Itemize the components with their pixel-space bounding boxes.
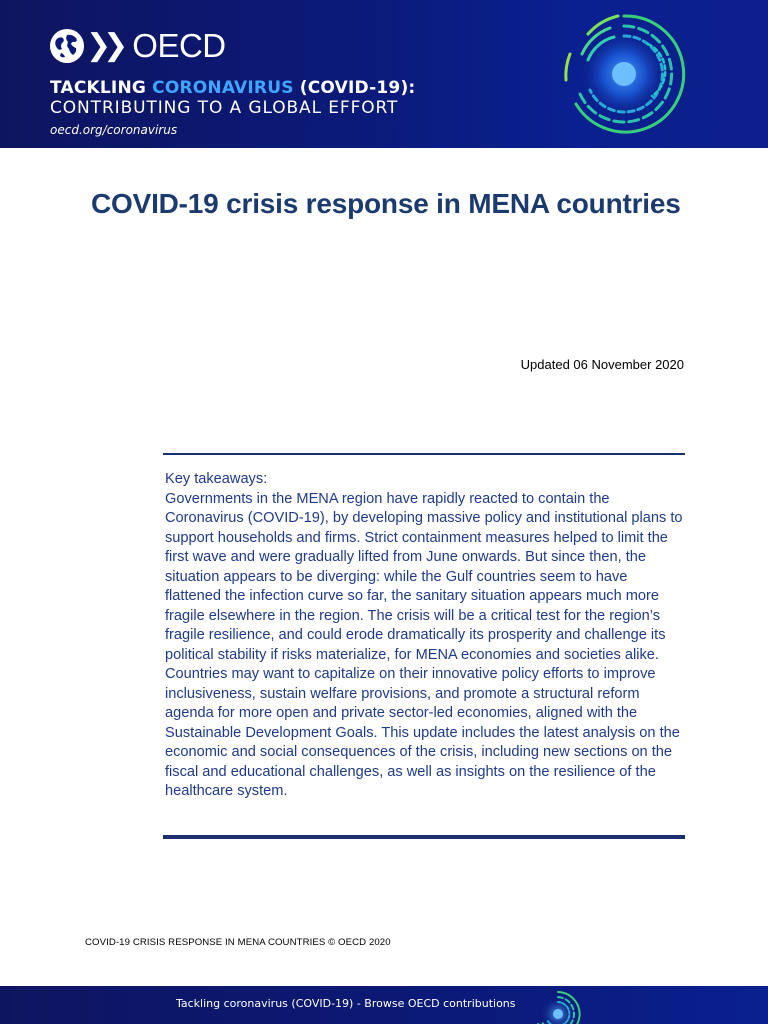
takeaways-top-divider: [163, 453, 685, 455]
oecd-brand: OECD: [132, 27, 226, 64]
bottom-banner[interactable]: [0, 986, 768, 1024]
covid-rings-icon: [548, 4, 698, 148]
key-takeaways-box: [165, 470, 685, 802]
key-takeaways-body: Governments in the MENA region have rapidly reacted to contain the Coronavirus (COVID-19), by developing massive policy and institutional plans to support households and firms. Strict containment measures helped to limit the first wave and were gradually lifted from June onwards. But since then, the situation appears to be diverging: while the Gulf countries seem to have flattened the infection curve so far, the sanitary situation appears much more fragile elsewhere in the region. The crisis will be a critical test for the region’s fragile resilience, and could erode dramatically its prosperity and challenge its political stability if risks materialize, for MENA economies and societies alike. Countries may want to capitalize on their innovative policy efforts to improve inclusiveness, sustain welfare provisions, and promote a structural reform agenda for more open and private sector-led economies, aligned with the Sustainable Development Goals. This update includes the latest analysis on the economic and social consequences of the crisis, including new sections on the fiscal and educational challenges, as well as insights on the resilience of the healthcare system.: [165, 490, 683, 799]
header-banner: [0, 0, 768, 148]
tagline-highlight: CORONAVIRUS: [152, 78, 294, 98]
key-takeaways-heading: Key takeaways:: [165, 471, 268, 487]
oecd-logo[interactable]: [50, 28, 226, 64]
banner-tagline: [50, 78, 415, 98]
oecd-globe-icon: [50, 29, 84, 63]
copyright-footer: COVID-19 CRISIS RESPONSE IN MENA COUNTRIES © OECD 2020: [85, 937, 391, 948]
banner-subtitle: CONTRIBUTING TO A GLOBAL EFFORT: [50, 98, 399, 118]
banner-url-link[interactable]: oecd.org/coronavirus: [50, 123, 178, 137]
browse-contributions-link[interactable]: Tackling coronavirus (COVID-19) - Browse OECD contributions: [176, 997, 516, 1010]
page-title: COVID-19 crisis response in MENA countries: [91, 188, 681, 219]
updated-date: Updated 06 November 2020: [520, 357, 684, 372]
covid-rings-icon: [518, 988, 598, 1024]
tagline-part1: TACKLING: [50, 78, 153, 98]
tagline-part2: (COVID-19):: [293, 78, 416, 98]
takeaways-bottom-divider: [163, 835, 685, 839]
chevron-icon: ❯❯: [86, 28, 121, 63]
